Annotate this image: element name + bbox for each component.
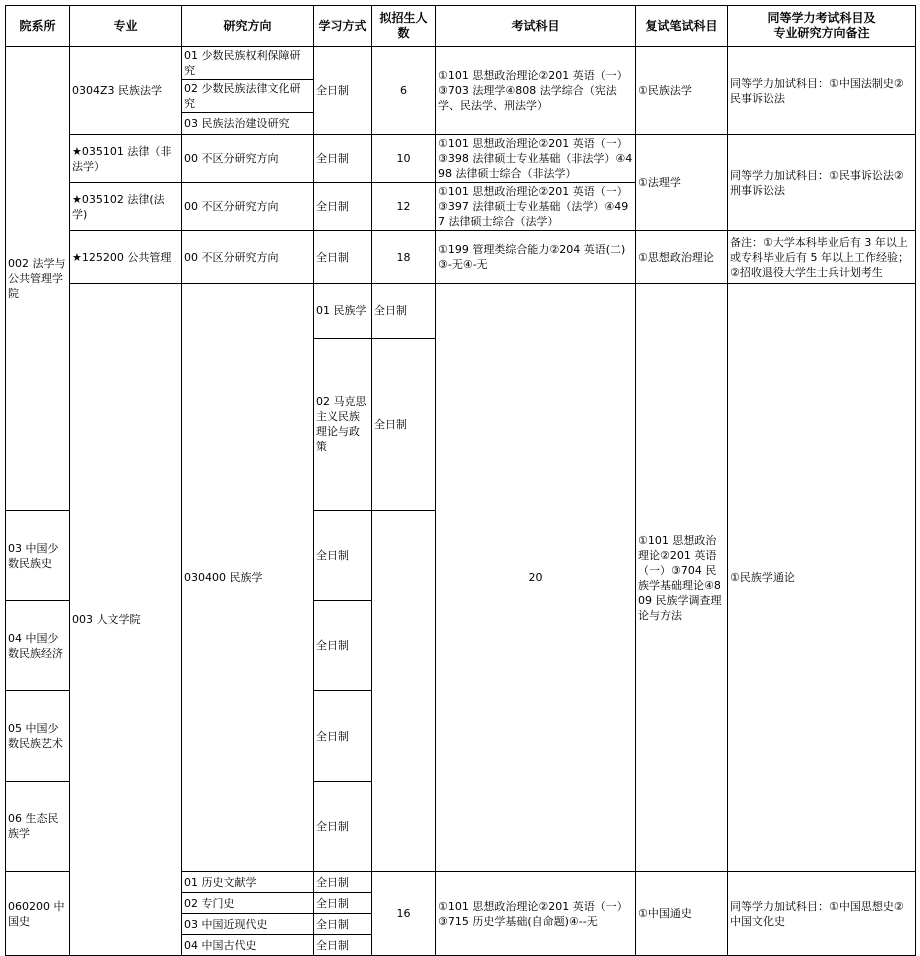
exam-cell: ①199 管理类综合能力②204 英语(二)③-无④-无 xyxy=(436,231,636,284)
direction-cell: 05 中国少数民族艺术 xyxy=(6,691,70,781)
count-cell: 16 xyxy=(372,872,436,956)
major-cell: ★035101 法律（非法学） xyxy=(70,135,182,183)
count-cell: 20 xyxy=(436,284,636,872)
mode-cell: 全日制 xyxy=(314,781,372,871)
retest-cell: ①中国通史 xyxy=(636,872,728,956)
mode-cell: 全日制 xyxy=(314,691,372,781)
mode-cell: 全日制 xyxy=(314,510,372,600)
header-exam: 考试科目 xyxy=(436,6,636,47)
mode-cell: 全日制 xyxy=(314,231,372,284)
exam-cell: ①101 思想政治理论②201 英语（一）③715 历史学基础(自命题)④--无 xyxy=(436,872,636,956)
major-cell: 030400 民族学 xyxy=(182,284,314,872)
direction-cell: 01 民族学 xyxy=(314,284,372,339)
direction-cell: 01 少数民族权利保障研究 xyxy=(182,47,314,80)
note-cell: 备注：①大学本科毕业后有 3 年以上或专科毕业后有 5 年以上工作经验；②招收退役大学生士兵计划考生 xyxy=(728,231,916,284)
header-row xyxy=(6,6,916,47)
retest-cell: ①思想政治理论 xyxy=(636,231,728,284)
exam-cell: ①101 思想政治理论②201 英语（一）③398 法律硕士专业基础（非法学）④498 法律硕士综合（非法学） xyxy=(436,135,636,183)
direction-cell: 00 不区分研究方向 xyxy=(182,135,314,183)
count-cell: 10 xyxy=(372,135,436,183)
count-cell: 6 xyxy=(372,47,436,135)
direction-cell: 06 生态民族学 xyxy=(6,781,70,871)
major-cell: 0304Z3 民族法学 xyxy=(70,47,182,135)
mode-cell: 全日制 xyxy=(314,872,372,893)
mode-cell: 全日制 xyxy=(314,47,372,135)
dept-002: 002 法学与公共管理学院 xyxy=(6,47,70,511)
exam-cell: ①101 思想政治理论②201 英语（一）③704 民族学基础理论④809 民族学调查理论与方法 xyxy=(636,284,728,872)
direction-cell: 02 马克思主义民族理论与政策 xyxy=(314,338,372,510)
direction-cell: 04 中国古代史 xyxy=(182,935,314,956)
retest-cell: ①民族法学 xyxy=(636,47,728,135)
major-cell: 060200 中国史 xyxy=(6,872,70,956)
mode-cell: 全日制 xyxy=(314,935,372,956)
major-cell: ★035102 法律(法学) xyxy=(70,183,182,231)
note-cell: 同等学力加试科目：①民事诉讼法②刑事诉讼法 xyxy=(728,135,916,231)
header-mode: 学习方式 xyxy=(314,6,372,47)
direction-cell: 01 历史文献学 xyxy=(182,872,314,893)
direction-cell: 04 中国少数民族经济 xyxy=(6,601,70,691)
admissions-table xyxy=(5,5,916,956)
header-retest: 复试笔试科目 xyxy=(636,6,728,47)
count-cell: 12 xyxy=(372,183,436,231)
direction-cell: 00 不区分研究方向 xyxy=(182,231,314,284)
direction-cell: 03 中国近现代史 xyxy=(182,914,314,935)
header-dept: 院系所 xyxy=(6,6,70,47)
header-count: 拟招生人数 xyxy=(372,6,436,47)
mode-cell: 全日制 xyxy=(372,284,436,339)
retest-cell: ①法理学 xyxy=(636,135,728,231)
mode-cell: 全日制 xyxy=(314,135,372,183)
major-cell: ★125200 公共管理 xyxy=(70,231,182,284)
mode-cell: 全日制 xyxy=(314,601,372,691)
exam-cell: ①101 思想政治理论②201 英语（一）③397 法律硕士专业基础（法学）④497 法律硕士综合（法学） xyxy=(436,183,636,231)
direction-cell: 03 民族法治建设研究 xyxy=(182,113,314,135)
dept-003: 003 人文学院 xyxy=(70,284,182,956)
note-cell: 同等学力加试科目：①中国法制史②民事诉讼法 xyxy=(728,47,916,135)
mode-cell: 全日制 xyxy=(314,914,372,935)
count-cell: 18 xyxy=(372,231,436,284)
header-note: 同等学力考试科目及 专业研究方向备注 xyxy=(728,6,916,47)
retest-cell: ①民族学通论 xyxy=(728,284,916,872)
direction-cell: 00 不区分研究方向 xyxy=(182,183,314,231)
header-direction: 研究方向 xyxy=(182,6,314,47)
mode-cell: 全日制 xyxy=(314,893,372,914)
header-major: 专业 xyxy=(70,6,182,47)
direction-cell: 02 少数民族法律文化研究 xyxy=(182,80,314,113)
direction-cell: 02 专门史 xyxy=(182,893,314,914)
exam-cell: ①101 思想政治理论②201 英语（一）③703 法理学④808 法学综合（宪法学、民法学、刑法学） xyxy=(436,47,636,135)
mode-cell: 全日制 xyxy=(314,183,372,231)
mode-cell: 全日制 xyxy=(372,338,436,510)
note-cell: 同等学力加试科目：①中国思想史②中国文化史 xyxy=(728,872,916,956)
direction-cell: 03 中国少数民族史 xyxy=(6,510,70,600)
